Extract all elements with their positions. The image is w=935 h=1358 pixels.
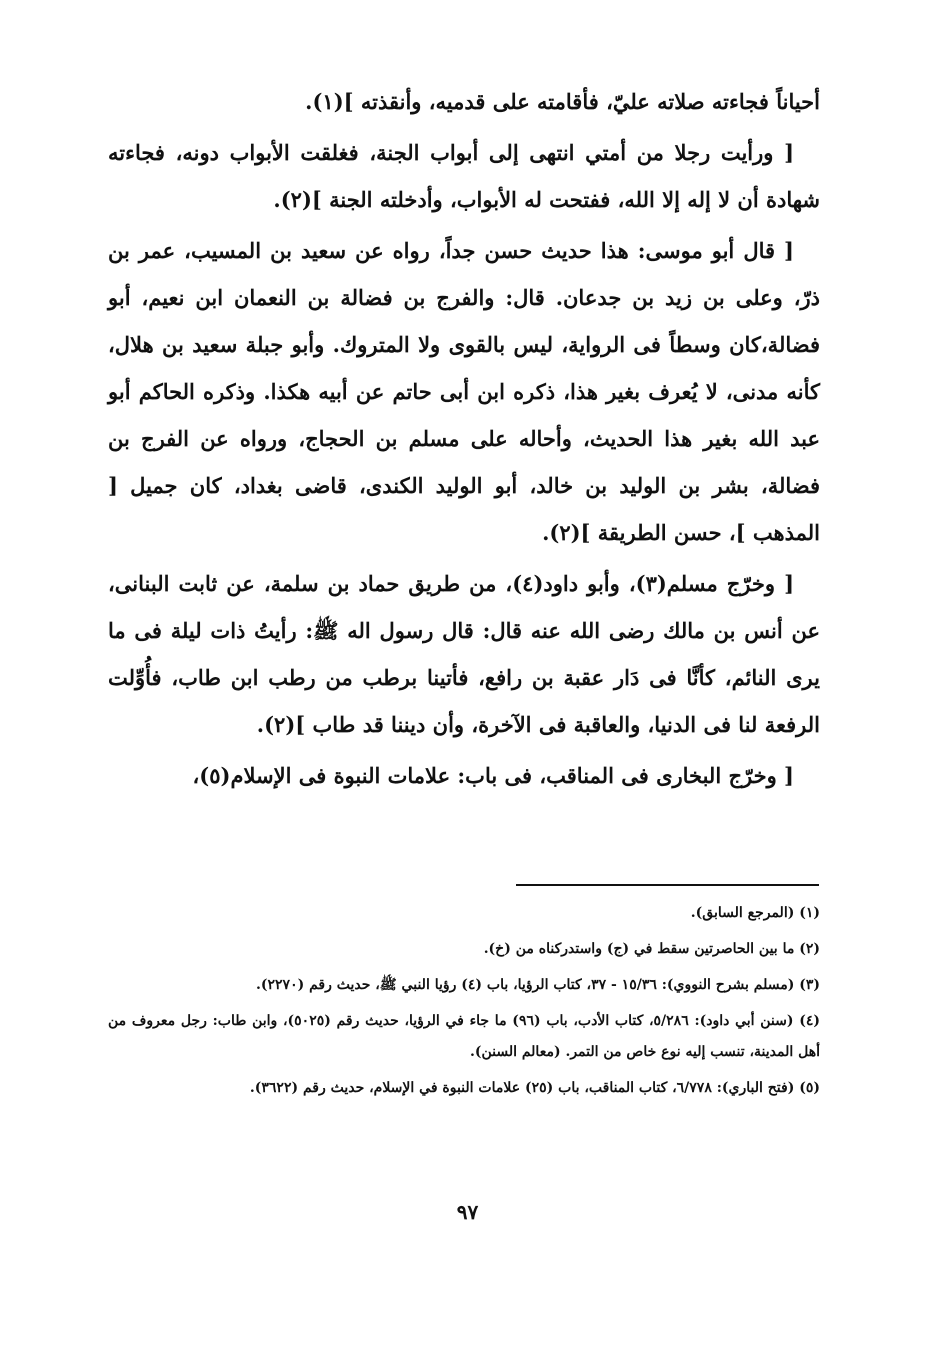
paragraph-5: [ وخرّج البخارى فى المناقب، فى باب: علامات النبوة فى الإسلام(٥)، xyxy=(192,763,794,788)
footnote-5: (٥) (فتح الباري): ٦/٧٧٨، كتاب المناقب، باب (٢٥) علامات النبوة في الإسلام، حديث رقم (٣٦٢٢). xyxy=(249,1080,820,1096)
footnote-2: (٢) ما بين الحاصرتين سقط في (ج) واستدركناه من (خ). xyxy=(483,941,820,957)
paragraph-2: [ ورأيت رجلا من أمتي انتهى إلى أبواب الجنة، فغلقت الأبواب دونه، فجاءته شهادة أن لا إله إلا الله، ففتحت له الأبواب، وأدخلته الجنة ](٢). xyxy=(108,140,820,212)
footnote-separator xyxy=(516,884,819,886)
footnote-4: (٤) (سنن أبي داود): ٥/٢٨٦، كتاب الأدب، باب (٩٦) ما جاء في الرؤيا، حديث رقم (٥٠٢٥)، وابن طاب: رجل معروف من أهل المدينة، تنسب إليه نوع خاص من التمر. (معالم السنن). xyxy=(108,1013,821,1060)
page-number: ٩٧ xyxy=(456,1200,479,1224)
paragraph-3: [ قال أبو موسى: هذا حديث حسن جداً، رواه عن سعيد بن المسيب، عمر بن ذرّ، وعلى بن زيد بن جدعان. قال: والفرج بن فضالة بن النعمان ابن نعيم، أبو فضالة،كان وسطاً فى الرواية، ليس بالقوى ولا المتروك. وأبو جبلة سعيد بن هلال، كأنه مدنى، لا يُعرف بغير هذا، ذكره ابن أبى حاتم عن أبيه هكذا. وذكره الحاكم أبو عبد الله بغير هذا الحديث، وأحاله على مسلم بن الحجاج، ورواه عن الفرج بن فضالة، بشر بن الوليد بن خالد، أبو الوليد الكندى، قاضى بغداد، كان جميل [ المذهب ]، حسن الطريقة ](٢). xyxy=(108,238,820,545)
main-text xyxy=(108,78,820,803)
footnote-1: (١) (المرجع السابق). xyxy=(690,905,820,921)
paragraph-1: أحياناً فجاءته صلاته عليّ، فأقامته على قدميه، وأنقذته ](١). xyxy=(305,89,820,114)
footnote-3: (٣) (مسلم بشرح النووي): ١٥/٣٦ - ٣٧، كتاب الرؤيا، باب (٤) رؤيا النبي ﷺ، حديث رقم (٢٢٧٠). xyxy=(256,977,820,993)
footnotes xyxy=(108,898,820,1109)
paragraph-4: [ وخرّج مسلم(٣)، وأبو داود(٤)، من طريق حماد بن سلمة، عن ثابت البنانى، عن أنس بن مالك رضى الله عنه قال: قال رسول اله ﷺ: رأيتُ ذات ليلة فى ما يرى النائم، كأنَّا فى دَار عقبة بن رافع، فأتينا برطب من رطب ابن طاب، فأُوِّلت الرفعة لنا فى الدنيا، والعاقبة فى الآخرة، وأن ديننا قد طاب ](٢). xyxy=(108,571,820,737)
